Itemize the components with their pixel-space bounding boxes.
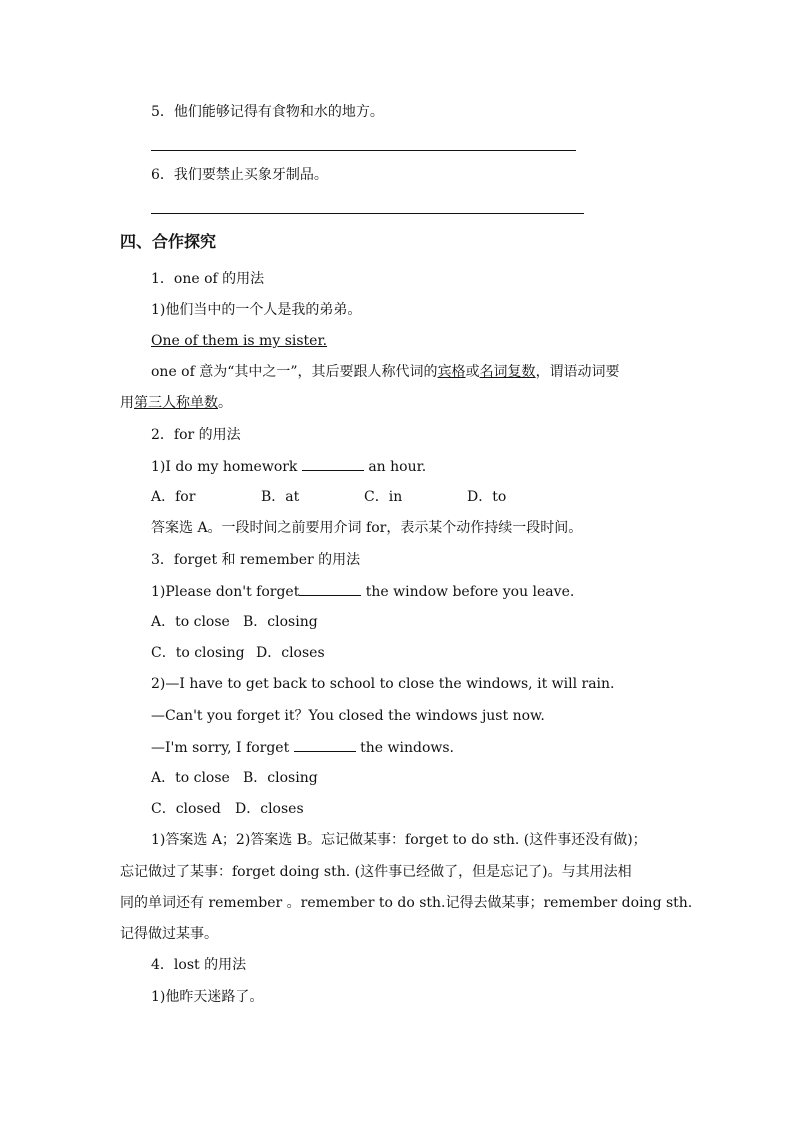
point-1-example-en: One of them is my sister. <box>151 333 328 349</box>
point-2-options <box>151 487 506 507</box>
point-2-question <box>151 456 426 477</box>
option-a: A．to close <box>151 770 230 786</box>
option-d: D．closes <box>235 801 304 817</box>
answer-line-6 <box>151 213 584 214</box>
option-c: C．in <box>364 489 403 505</box>
point-2-title: 2．for 的用法 <box>151 427 241 443</box>
point-3-q2-line-2: —Can't you forget it？You closed the windows just now. <box>151 708 545 724</box>
point-4-question: 1)他昨天迷路了。 <box>151 989 264 1005</box>
point-3-answer-3: 同的单词还有 remember 。remember to do sth.记得去做某事；remember doing sth. <box>120 895 693 911</box>
option-a: A．for <box>151 489 196 505</box>
point-4-title: 4．lost 的用法 <box>151 957 247 973</box>
point-3-q2-options-2 <box>151 799 304 819</box>
option-b: B．closing <box>243 770 318 786</box>
question-text: 1)I do my homework <box>151 459 302 475</box>
question-text: the window before you leave. <box>361 584 575 600</box>
option-c: C．to closing <box>151 645 245 661</box>
point-2-answer: 答案选 A。一段时间之前要用介词 for，表示某个动作持续一段时间。 <box>151 520 583 536</box>
fill-blank <box>299 581 361 596</box>
point-3-title: 3．forget 和 remember 的用法 <box>151 552 361 568</box>
note-text: 。 <box>218 395 232 411</box>
question-text: the windows. <box>355 740 454 756</box>
point-1-title: 1．one of 的用法 <box>151 271 265 287</box>
section-title: 四、合作探究 <box>120 232 217 251</box>
note-text: one of 意为“其中之一”，其后要跟人称代词的 <box>151 364 438 380</box>
note-underline-plural: 名词复数 <box>479 364 536 380</box>
answer-line-5 <box>151 150 576 151</box>
option-b: B．closing <box>243 614 318 630</box>
option-d: D．to <box>467 489 507 505</box>
point-3-answer-1: 1)答案选 A；2)答案选 B。忘记做某事：forget to do sth. (这件事还没有做)； <box>151 832 647 848</box>
point-1-example-cn: 1)他们当中的一个人是我的弟弟。 <box>151 302 362 318</box>
option-d: D．closes <box>256 645 325 661</box>
point-3-answer-2: 忘记做过了某事：forget doing sth. (这件事已经做了，但是忘记了)。与其用法相 <box>120 864 632 880</box>
point-3-q1 <box>151 581 574 602</box>
note-text: ，谓语动词要 <box>535 364 620 380</box>
item-6: 6．我们要禁止买象牙制品。 <box>151 167 328 183</box>
note-underline-accusative: 宾格 <box>437 364 466 380</box>
option-c: C．closed <box>151 801 221 817</box>
question-text: —I'm sorry, I forget <box>151 740 294 756</box>
point-3-q1-options-1 <box>151 612 318 632</box>
option-a: A．to close <box>151 614 230 630</box>
point-3-q1-options-2 <box>151 643 325 663</box>
fill-blank <box>294 737 356 752</box>
fill-blank <box>302 456 364 471</box>
question-text: 1)Please don't forget <box>151 584 300 600</box>
note-text: 用 <box>120 395 134 411</box>
point-1-note-cont <box>120 393 232 413</box>
point-3-q2-line-3 <box>151 737 454 758</box>
option-b: B．at <box>261 489 300 505</box>
note-underline-third-person: 第三人称单数 <box>134 395 218 411</box>
item-5: 5．他们能够记得有食物和水的地方。 <box>151 104 384 120</box>
point-3-q2-options-1 <box>151 768 318 788</box>
point-3-answer-4: 记得做过某事。 <box>120 926 218 942</box>
point-3-q2-line-1: 2)—I have to get back to school to close the windows, it will rain. <box>151 676 615 692</box>
point-1-note <box>151 362 620 382</box>
note-text: 或 <box>465 364 480 380</box>
question-text: an hour. <box>363 459 427 475</box>
